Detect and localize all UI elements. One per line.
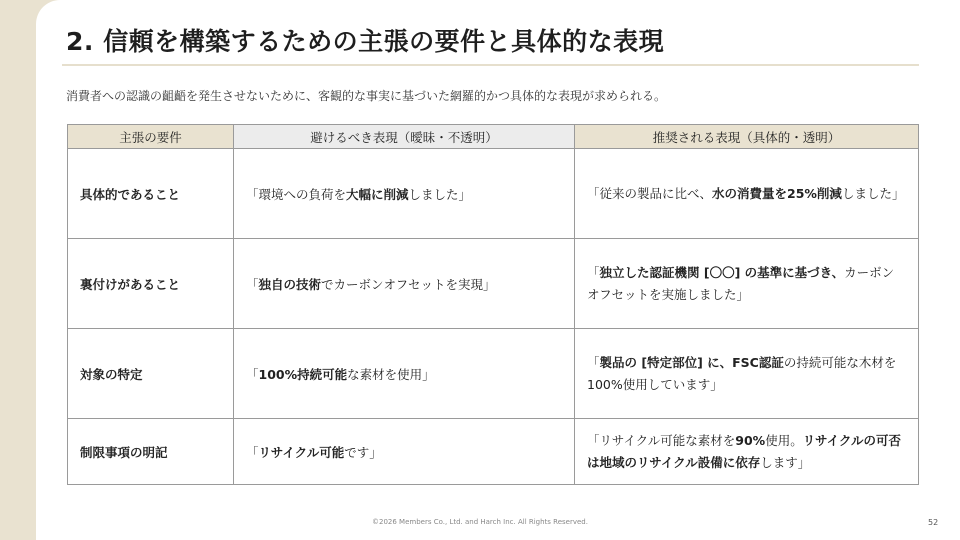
- header-requirement: 主張の要件: [68, 125, 234, 149]
- emphasized-text: 独立した認証機関 [〇〇] の基準に基づき、: [599, 264, 845, 280]
- left-band-corner: [36, 0, 60, 24]
- requirement-cell: 具体的であること: [68, 149, 234, 239]
- cell-text: 「従来の製品に比べ、: [587, 185, 713, 201]
- table-header-row: [68, 125, 919, 149]
- page-number: 52: [928, 518, 939, 527]
- cell-text: です」: [344, 444, 382, 460]
- cell-text: しました」: [408, 186, 472, 202]
- left-decorative-band: [0, 0, 36, 540]
- table-row: [68, 239, 919, 329]
- emphasized-text: リサイクルの可否は地域のリサイクル設備に依存: [587, 432, 901, 470]
- cell-text: 「リサイクル可能な素材を: [587, 432, 736, 448]
- emphasized-text: 独自の技術: [258, 276, 322, 292]
- table-row: [68, 329, 919, 419]
- cell-text: 「: [587, 354, 600, 370]
- requirement-cell: 対象の特定: [68, 329, 234, 419]
- table-row: [68, 419, 919, 485]
- cell-text: 使用。: [765, 432, 803, 448]
- header-avoid: 避けるべき表現（曖昧・不透明）: [234, 125, 575, 149]
- cell-text: な素材を使用」: [347, 366, 435, 382]
- recommend-cell: [575, 239, 919, 329]
- page-title: 2. 信頼を構築するための主張の要件と具体的な表現: [66, 27, 665, 56]
- emphasized-text: リサイクル可能: [258, 444, 345, 460]
- cell-text: 「: [587, 264, 600, 280]
- emphasized-text: 100%持続可能: [258, 366, 348, 382]
- requirement-cell: 制限事項の明記: [68, 419, 234, 485]
- avoid-cell: [234, 329, 575, 419]
- emphasized-text: 90%: [735, 432, 766, 448]
- table-row: [68, 149, 919, 239]
- cell-text: 「: [246, 276, 259, 292]
- lead-text: 消費者への認識の齟齬を発生させないために、客観的な事実に基づいた網羅的かつ具体的な表現が求められる。: [66, 89, 667, 103]
- emphasized-text: 製品の [特定部位] に、FSC認証: [599, 354, 784, 370]
- avoid-cell: [234, 419, 575, 485]
- header-recommend: 推奨される表現（具体的・透明）: [575, 125, 919, 149]
- cell-text: カーボンオフセットを実施しました」: [587, 264, 895, 302]
- cell-text: の持続可能な木材を100%使用しています」: [587, 354, 897, 392]
- recommend-cell: [575, 419, 919, 485]
- cell-text: しました」: [841, 185, 905, 201]
- cell-text: でカーボンオフセットを実現」: [321, 276, 496, 292]
- title-divider: [62, 64, 919, 66]
- avoid-cell: [234, 149, 575, 239]
- emphasized-text: 大幅に削減: [346, 186, 409, 202]
- emphasized-text: 水の消費量を25%削減: [712, 185, 842, 201]
- cell-text: します」: [760, 454, 811, 470]
- requirement-cell: 裏付けがあること: [68, 239, 234, 329]
- requirements-table: [67, 124, 919, 485]
- cell-text: 「環境への負荷を: [246, 186, 347, 202]
- copyright-footer: ©2026 Members Co., Ltd. and Harch Inc. All Rights Reserved.: [372, 518, 588, 526]
- cell-text: 「: [246, 366, 259, 382]
- recommend-cell: [575, 149, 919, 239]
- avoid-cell: [234, 239, 575, 329]
- recommend-cell: [575, 329, 919, 419]
- cell-text: 「: [246, 444, 259, 460]
